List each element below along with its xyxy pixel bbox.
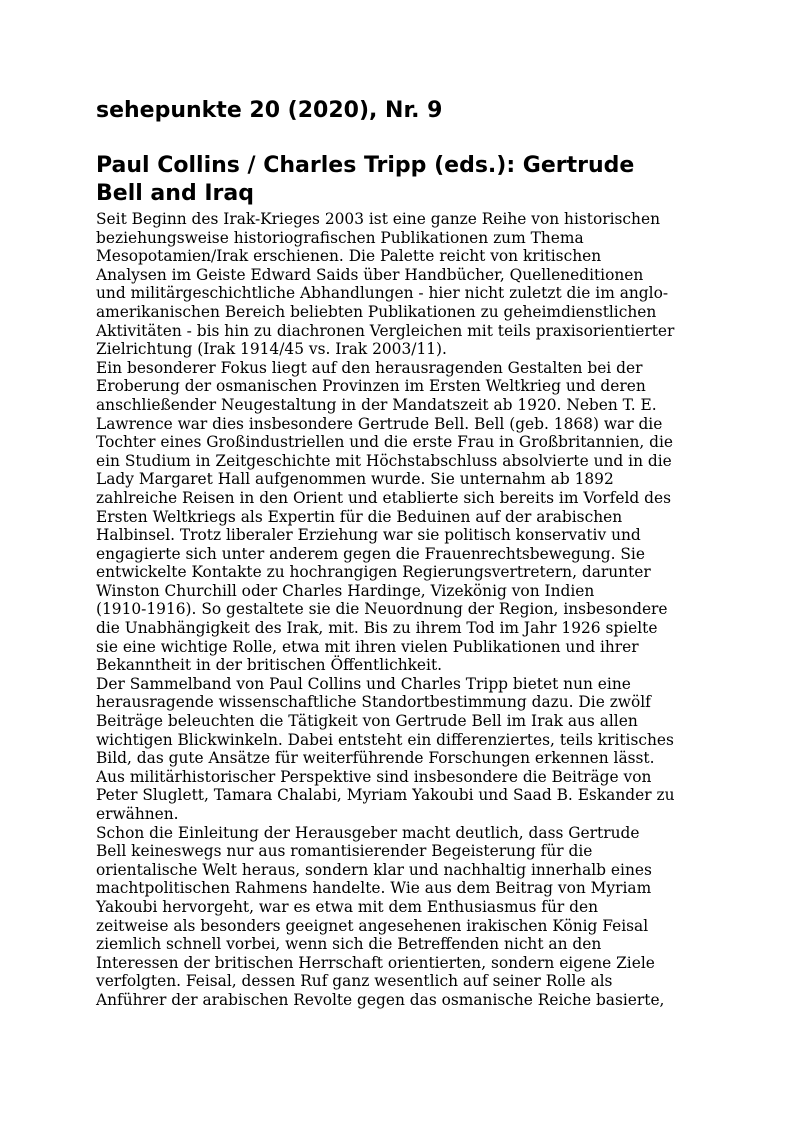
text-line: ziemlich schnell vorbei, wenn sich die Betreffenden nicht an den: [96, 935, 602, 954]
text-line: Eroberung der osmanischen Provinzen im Ersten Weltkrieg und deren: [96, 377, 646, 396]
text-line: die Unabhängigkeit des Irak, mit. Bis zu ihrem Tod im Jahr 1926 spielte: [96, 619, 658, 638]
text-line: (1910-1916). So gestaltete sie die Neuordnung der Region, insbesondere: [96, 600, 668, 619]
journal-issue-heading: sehepunkte 20 (2020), Nr. 9: [96, 98, 443, 123]
text-line: Bild, das gute Ansätze für weiterführende Forschungen erkennen lässt.: [96, 749, 655, 768]
text-line: Lady Margaret Hall aufgenommen wurde. Sie unternahm ab 1892: [96, 470, 614, 489]
text-line: beziehungsweise historiografischen Publikationen zum Thema: [96, 228, 584, 247]
text-line: anschließender Neugestaltung in der Mandatszeit ab 1920. Neben T. E.: [96, 395, 657, 414]
text-line: herausragende wissenschaftliche Standortbestimmung dazu. Die zwölf: [96, 693, 651, 712]
text-line: und militärgeschichtliche Abhandlungen - hier nicht zuletzt die im anglo-: [96, 284, 669, 303]
text-line: orientalische Welt heraus, sondern klar und nachhaltig innerhalb eines: [96, 860, 652, 879]
text-line: ein Studium in Zeitgeschichte mit Höchstabschluss absolvierte und in die: [96, 451, 672, 470]
text-line: Seit Beginn des Irak-Krieges 2003 ist eine ganze Reihe von historischen: [96, 210, 660, 228]
text-line: Halbinsel. Trotz liberaler Erziehung war sie politisch konservativ und: [96, 526, 641, 545]
body-paragraph: [96, 359, 706, 675]
text-line: Aktivitäten - bis hin zu diachronen Vergleichen mit teils praxisorientierter: [96, 321, 675, 340]
body-paragraph: [96, 824, 706, 1010]
text-line: zeitweise als besonders geeignet angesehenen irakischen König Feisal: [96, 916, 649, 935]
text-line: Der Sammelband von Paul Collins und Charles Tripp bietet nun eine: [96, 674, 631, 693]
text-line: wichtigen Blickwinkeln. Dabei entsteht ein differenziertes, teils kritisches: [96, 730, 674, 749]
text-line: Aus militärhistorischer Perspektive sind insbesondere die Beiträge von: [96, 767, 652, 786]
text-line: sie eine wichtige Rolle, etwa mit ihren vielen Publikationen und ihrer: [96, 637, 639, 656]
text-line: Yakoubi hervorgeht, war es etwa mit dem Enthusiasmus für den: [96, 897, 598, 916]
text-line: engagierte sich unter anderem gegen die Frauenrechtsbewegung. Sie: [96, 544, 645, 563]
text-line: Interessen der britischen Herrschaft orientierten, sondern eigene Ziele: [96, 953, 655, 972]
text-line: Peter Sluglett, Tamara Chalabi, Myriam Yakoubi und Saad B. Eskander zu: [96, 786, 675, 805]
text-line: Bell keineswegs nur aus romantisierender Begeisterung für die: [96, 842, 593, 861]
text-line: Winston Churchill oder Charles Hardinge, Vizekönig von Indien: [96, 581, 595, 600]
body-paragraph: [96, 675, 706, 824]
text-line: Ersten Weltkriegs als Expertin für die Beduinen auf der arabischen: [96, 507, 623, 526]
text-line: Bekanntheit in der britischen Öffentlichkeit.: [96, 656, 443, 675]
text-line: Mesopotamien/Irak erschienen. Die Palette reicht von kritischen: [96, 247, 602, 266]
text-line: erwähnen.: [96, 805, 179, 823]
text-line: Ein besonderer Fokus liegt auf den herausragenden Gestalten bei der: [96, 358, 643, 377]
review-body: [96, 210, 706, 1010]
text-line: machtpolitischen Rahmens handelte. Wie aus dem Beitrag von Myriam: [96, 879, 652, 898]
text-line: zahlreiche Reisen in den Orient und etablierte sich bereits im Vorfeld des: [96, 488, 671, 507]
text-line: entwickelte Kontakte zu hochrangigen Regierungsvertretern, darunter: [96, 563, 651, 582]
text-line: Analysen im Geiste Edward Saids über Handbücher, Quelleneditionen: [96, 265, 644, 284]
body-paragraph: [96, 210, 706, 359]
review-title: Paul Collins / Charles Tripp (eds.): Gertrude Bell and Iraq: [96, 153, 635, 206]
text-line: Lawrence war dies insbesondere Gertrude Bell. Bell (geb. 1868) war die: [96, 414, 663, 433]
text-line: amerikanischen Bereich beliebten Publikationen zu geheimdienstlichen: [96, 302, 657, 321]
text-line: Zielrichtung (Irak 1914/45 vs. Irak 2003/11).: [96, 340, 447, 359]
text-line: Schon die Einleitung der Herausgeber macht deutlich, dass Gertrude: [96, 823, 640, 842]
text-line: verfolgten. Feisal, dessen Ruf ganz wesentlich auf seiner Rolle als: [96, 972, 613, 991]
text-line: Beiträge beleuchten die Tätigkeit von Gertrude Bell im Irak aus allen: [96, 712, 638, 731]
document-page: [96, 96, 706, 1010]
text-line: Tochter eines Großindustriellen und die erste Frau in Großbritannien, die: [96, 433, 674, 452]
text-line: Anführer der arabischen Revolte gegen das osmanische Reiche basierte,: [96, 990, 665, 1009]
